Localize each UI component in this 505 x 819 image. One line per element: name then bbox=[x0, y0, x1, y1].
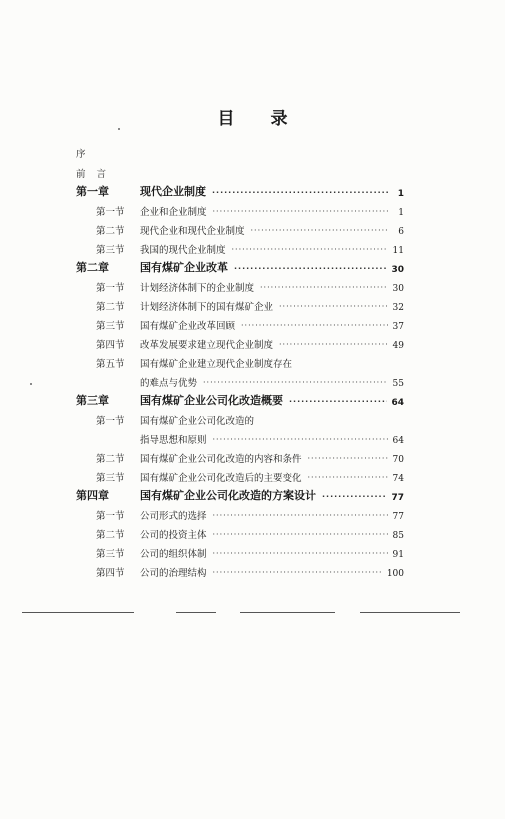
toc-chapter[interactable]: 第二章 国有煤矿企业改革 ····· 30 bbox=[76, 257, 404, 275]
toc-section[interactable]: 第二节 现代企业和现代企业制度 ····· 6 bbox=[76, 219, 404, 237]
scan-speck bbox=[30, 383, 32, 385]
toc-section[interactable]: 第三节 国有煤矿企业公司化改造后的主要变化 ····· 74 bbox=[76, 466, 404, 484]
toc-chapter[interactable]: 第三章 国有煤矿企业公司化改造概要 ····· 64 bbox=[76, 390, 404, 408]
toc-section[interactable]: 第四节 公司的治理结构 ····· 100 bbox=[76, 561, 404, 579]
toc-chapter[interactable]: 第四章 国有煤矿企业公司化改造的方案设计 ····· 77 bbox=[76, 485, 404, 503]
scan-rule bbox=[176, 612, 216, 613]
toc-title bbox=[0, 104, 505, 129]
toc-section[interactable]: 第三节 我国的现代企业制度 ····· 11 bbox=[76, 238, 404, 256]
toc-section[interactable]: 第一节 企业和企业制度 ····· 1 bbox=[76, 200, 404, 218]
toc-section[interactable]: 第二节 公司的投资主体 ····· 85 bbox=[76, 523, 404, 541]
scan-rule bbox=[22, 612, 134, 613]
scan-speck bbox=[118, 128, 120, 130]
toc-section[interactable]: 第一节 国有煤矿企业公司化改造的 bbox=[96, 416, 255, 427]
toc-section[interactable]: 第一节 公司形式的选择 ····· 77 bbox=[76, 504, 404, 522]
toc-section[interactable]: 第五节 国有煤矿企业建立现代企业制度存在 bbox=[96, 359, 293, 370]
scan-rule bbox=[360, 612, 460, 613]
toc-section[interactable]: 第四节 改革发展要求建立现代企业制度 ····· 49 bbox=[76, 333, 404, 351]
toc-title-right: 录 bbox=[270, 109, 288, 129]
toc-section[interactable]: 第二节 计划经济体制下的国有煤矿企业 ····· 32 bbox=[76, 295, 404, 313]
toc-section[interactable]: 第三节 公司的组织体制 ····· 91 bbox=[76, 542, 404, 560]
toc-foreword: 前 言 bbox=[76, 169, 111, 180]
toc-preface: 序 bbox=[76, 149, 96, 160]
toc-section-continued[interactable]: 的难点与优势 ····· 55 bbox=[76, 371, 404, 389]
toc-chapter[interactable]: 第一章 现代企业制度 ····· 1 bbox=[76, 181, 404, 199]
toc-title-left: 目 bbox=[217, 109, 235, 129]
toc-section[interactable]: 第三节 国有煤矿企业改革回顾 ····· 37 bbox=[76, 314, 404, 332]
toc-section[interactable]: 第一节 计划经济体制下的企业制度 ····· 30 bbox=[76, 276, 404, 294]
toc-section[interactable]: 第二节 国有煤矿企业公司化改造的内容和条件 ····· 70 bbox=[76, 447, 404, 465]
toc-section-continued[interactable]: 指导思想和原则 ····· 64 bbox=[76, 428, 404, 446]
scan-rule bbox=[240, 612, 335, 613]
